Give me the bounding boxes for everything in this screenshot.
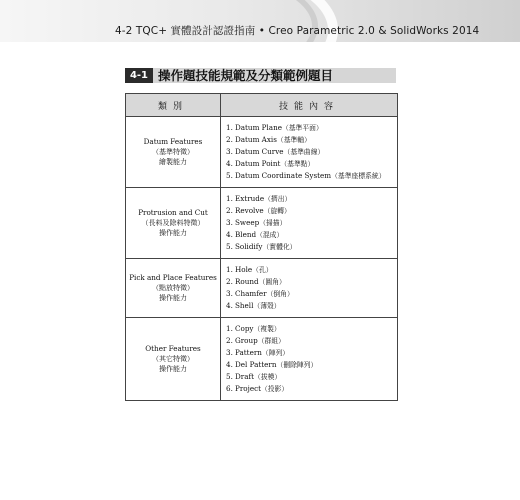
table-row bbox=[126, 188, 398, 259]
skill-item bbox=[226, 122, 397, 134]
skill-item bbox=[226, 193, 397, 205]
column-header-skills: 技能內容 bbox=[221, 94, 398, 117]
skill-item-name: Sweep bbox=[235, 218, 260, 227]
category-skill: 操作能力 bbox=[159, 229, 187, 237]
skill-item-number: 1. bbox=[226, 265, 233, 274]
skill-item-name-zh: （基準平面） bbox=[281, 124, 323, 132]
skill-item bbox=[226, 347, 397, 359]
skill-item-name: Draft bbox=[235, 372, 255, 381]
skill-item-name: Datum Coordinate System bbox=[235, 171, 332, 180]
skill-item-name: Project bbox=[235, 384, 261, 393]
skill-item-name-zh: （孔） bbox=[252, 266, 273, 274]
skills-table bbox=[125, 93, 398, 401]
skill-item-name-zh: （投影） bbox=[261, 385, 289, 393]
skill-item-name: Hole bbox=[235, 265, 253, 274]
skill-item-number: 3. bbox=[226, 147, 233, 156]
skill-item-number: 5. bbox=[226, 242, 233, 251]
skill-item-number: 2. bbox=[226, 206, 233, 215]
skill-item-number: 4. bbox=[226, 301, 233, 310]
category-name-zh: （點放特徵） bbox=[152, 284, 194, 292]
skill-item-number: 5. bbox=[226, 171, 233, 180]
skill-item bbox=[226, 241, 397, 253]
column-header-category: 類別 bbox=[126, 94, 221, 117]
category-name-zh: （長料及除料特徵） bbox=[141, 219, 205, 227]
skill-item-name-zh: （群組） bbox=[257, 337, 285, 345]
table-header-row bbox=[126, 94, 398, 117]
skill-item-number: 2. bbox=[226, 277, 233, 286]
skill-item bbox=[226, 359, 397, 371]
skill-item-name-zh: （實體化） bbox=[262, 243, 297, 251]
skill-item-name: Datum Axis bbox=[235, 135, 277, 144]
category-name-en: Protrusion and Cut bbox=[138, 208, 208, 217]
table-row bbox=[126, 117, 398, 188]
skill-item-name: Pattern bbox=[235, 348, 262, 357]
skill-item-name-zh: （旋轉） bbox=[263, 207, 291, 215]
skill-item-number: 1. bbox=[226, 123, 233, 132]
skill-item bbox=[226, 335, 397, 347]
skill-item bbox=[226, 217, 397, 229]
table-row bbox=[126, 259, 398, 318]
skill-item-number: 4. bbox=[226, 360, 233, 369]
skill-item-number: 4. bbox=[226, 159, 233, 168]
skill-items-cell bbox=[221, 188, 398, 259]
skill-item bbox=[226, 158, 397, 170]
skill-item-number: 2. bbox=[226, 336, 233, 345]
skill-item-name-zh: （掃描） bbox=[259, 219, 287, 227]
skill-item bbox=[226, 383, 397, 395]
skill-item-name-zh: （基準點） bbox=[280, 160, 315, 168]
skill-item-name-zh: （基準軸） bbox=[276, 136, 311, 144]
skill-item bbox=[226, 371, 397, 383]
skill-item-name-zh: （拔模） bbox=[254, 373, 282, 381]
category-name-zh: （基準特徵） bbox=[152, 148, 194, 156]
skill-item-number: 4. bbox=[226, 230, 233, 239]
skill-item-name-zh: （複製） bbox=[253, 325, 281, 333]
skill-item bbox=[226, 264, 397, 276]
skill-item-name-zh: （擠出） bbox=[264, 195, 292, 203]
skill-items-cell bbox=[221, 318, 398, 401]
skill-item bbox=[226, 276, 397, 288]
skill-item-name: Datum Plane bbox=[235, 123, 282, 132]
category-skill: 操作能力 bbox=[159, 294, 187, 302]
skill-item-name-zh: （混成） bbox=[256, 231, 284, 239]
skill-item-name: Round bbox=[235, 277, 259, 286]
skill-item-name: Revolve bbox=[235, 206, 264, 215]
table-row bbox=[126, 318, 398, 401]
skill-item-name: Blend bbox=[235, 230, 257, 239]
skill-item-name-zh: （倒角） bbox=[266, 290, 294, 298]
skill-item-name-zh: （薄殼） bbox=[253, 302, 281, 310]
category-cell bbox=[126, 188, 221, 259]
category-skill: 繪製能力 bbox=[159, 158, 187, 166]
skill-item bbox=[226, 300, 397, 312]
skill-item-name: Extrude bbox=[235, 194, 265, 203]
category-name-en: Pick and Place Features bbox=[129, 273, 217, 282]
skill-item-name-zh: （基準座標系統） bbox=[331, 172, 386, 180]
skill-item-number: 1. bbox=[226, 324, 233, 333]
skill-items-cell bbox=[221, 117, 398, 188]
skill-item-number: 3. bbox=[226, 348, 233, 357]
skill-item-number: 5. bbox=[226, 372, 233, 381]
skill-item-name: Datum Point bbox=[235, 159, 281, 168]
skill-item-number: 2. bbox=[226, 135, 233, 144]
skill-item-number: 3. bbox=[226, 218, 233, 227]
running-header-title: 4-2 TQC+ 實體設計認證指南 • Creo Parametric 2.0 & SolidWorks 2014 bbox=[115, 25, 480, 37]
skill-item-name: Group bbox=[235, 336, 258, 345]
category-name-en: Datum Features bbox=[143, 137, 203, 146]
section-title: 操作題技能規範及分類範例題目 bbox=[158, 68, 334, 83]
skill-item bbox=[226, 134, 397, 146]
skill-item-name-zh: （圓角） bbox=[258, 278, 286, 286]
category-cell bbox=[126, 318, 221, 401]
skill-item-number: 6. bbox=[226, 384, 233, 393]
category-skill: 操作能力 bbox=[159, 365, 187, 373]
skill-item-name-zh: （刪除陣列） bbox=[276, 361, 318, 369]
skill-item-number: 3. bbox=[226, 289, 233, 298]
page-header bbox=[0, 0, 520, 42]
skill-item bbox=[226, 170, 397, 182]
category-cell bbox=[126, 259, 221, 318]
skill-item-name: Datum Curve bbox=[235, 147, 284, 156]
skill-item-name: Del Pattern bbox=[235, 360, 277, 369]
category-name-en: Other Features bbox=[145, 344, 201, 353]
category-name-zh: （其它特徵） bbox=[152, 355, 194, 363]
skill-item-name-zh: （陣列） bbox=[261, 349, 290, 357]
skill-item bbox=[226, 323, 397, 335]
skill-item-name-zh: （基準曲線） bbox=[283, 148, 325, 156]
skill-item-name: Copy bbox=[235, 324, 254, 333]
category-cell bbox=[126, 117, 221, 188]
skill-items-cell bbox=[221, 259, 398, 318]
skill-item bbox=[226, 205, 397, 217]
skill-item bbox=[226, 229, 397, 241]
skill-item-number: 1. bbox=[226, 194, 233, 203]
skill-item bbox=[226, 146, 397, 158]
skill-item bbox=[226, 288, 397, 300]
section-number-badge: 4-1 bbox=[125, 68, 153, 83]
skill-item-name: Shell bbox=[235, 301, 254, 310]
skill-item-name: Chamfer bbox=[235, 289, 267, 298]
skill-item-name: Solidify bbox=[235, 242, 263, 251]
